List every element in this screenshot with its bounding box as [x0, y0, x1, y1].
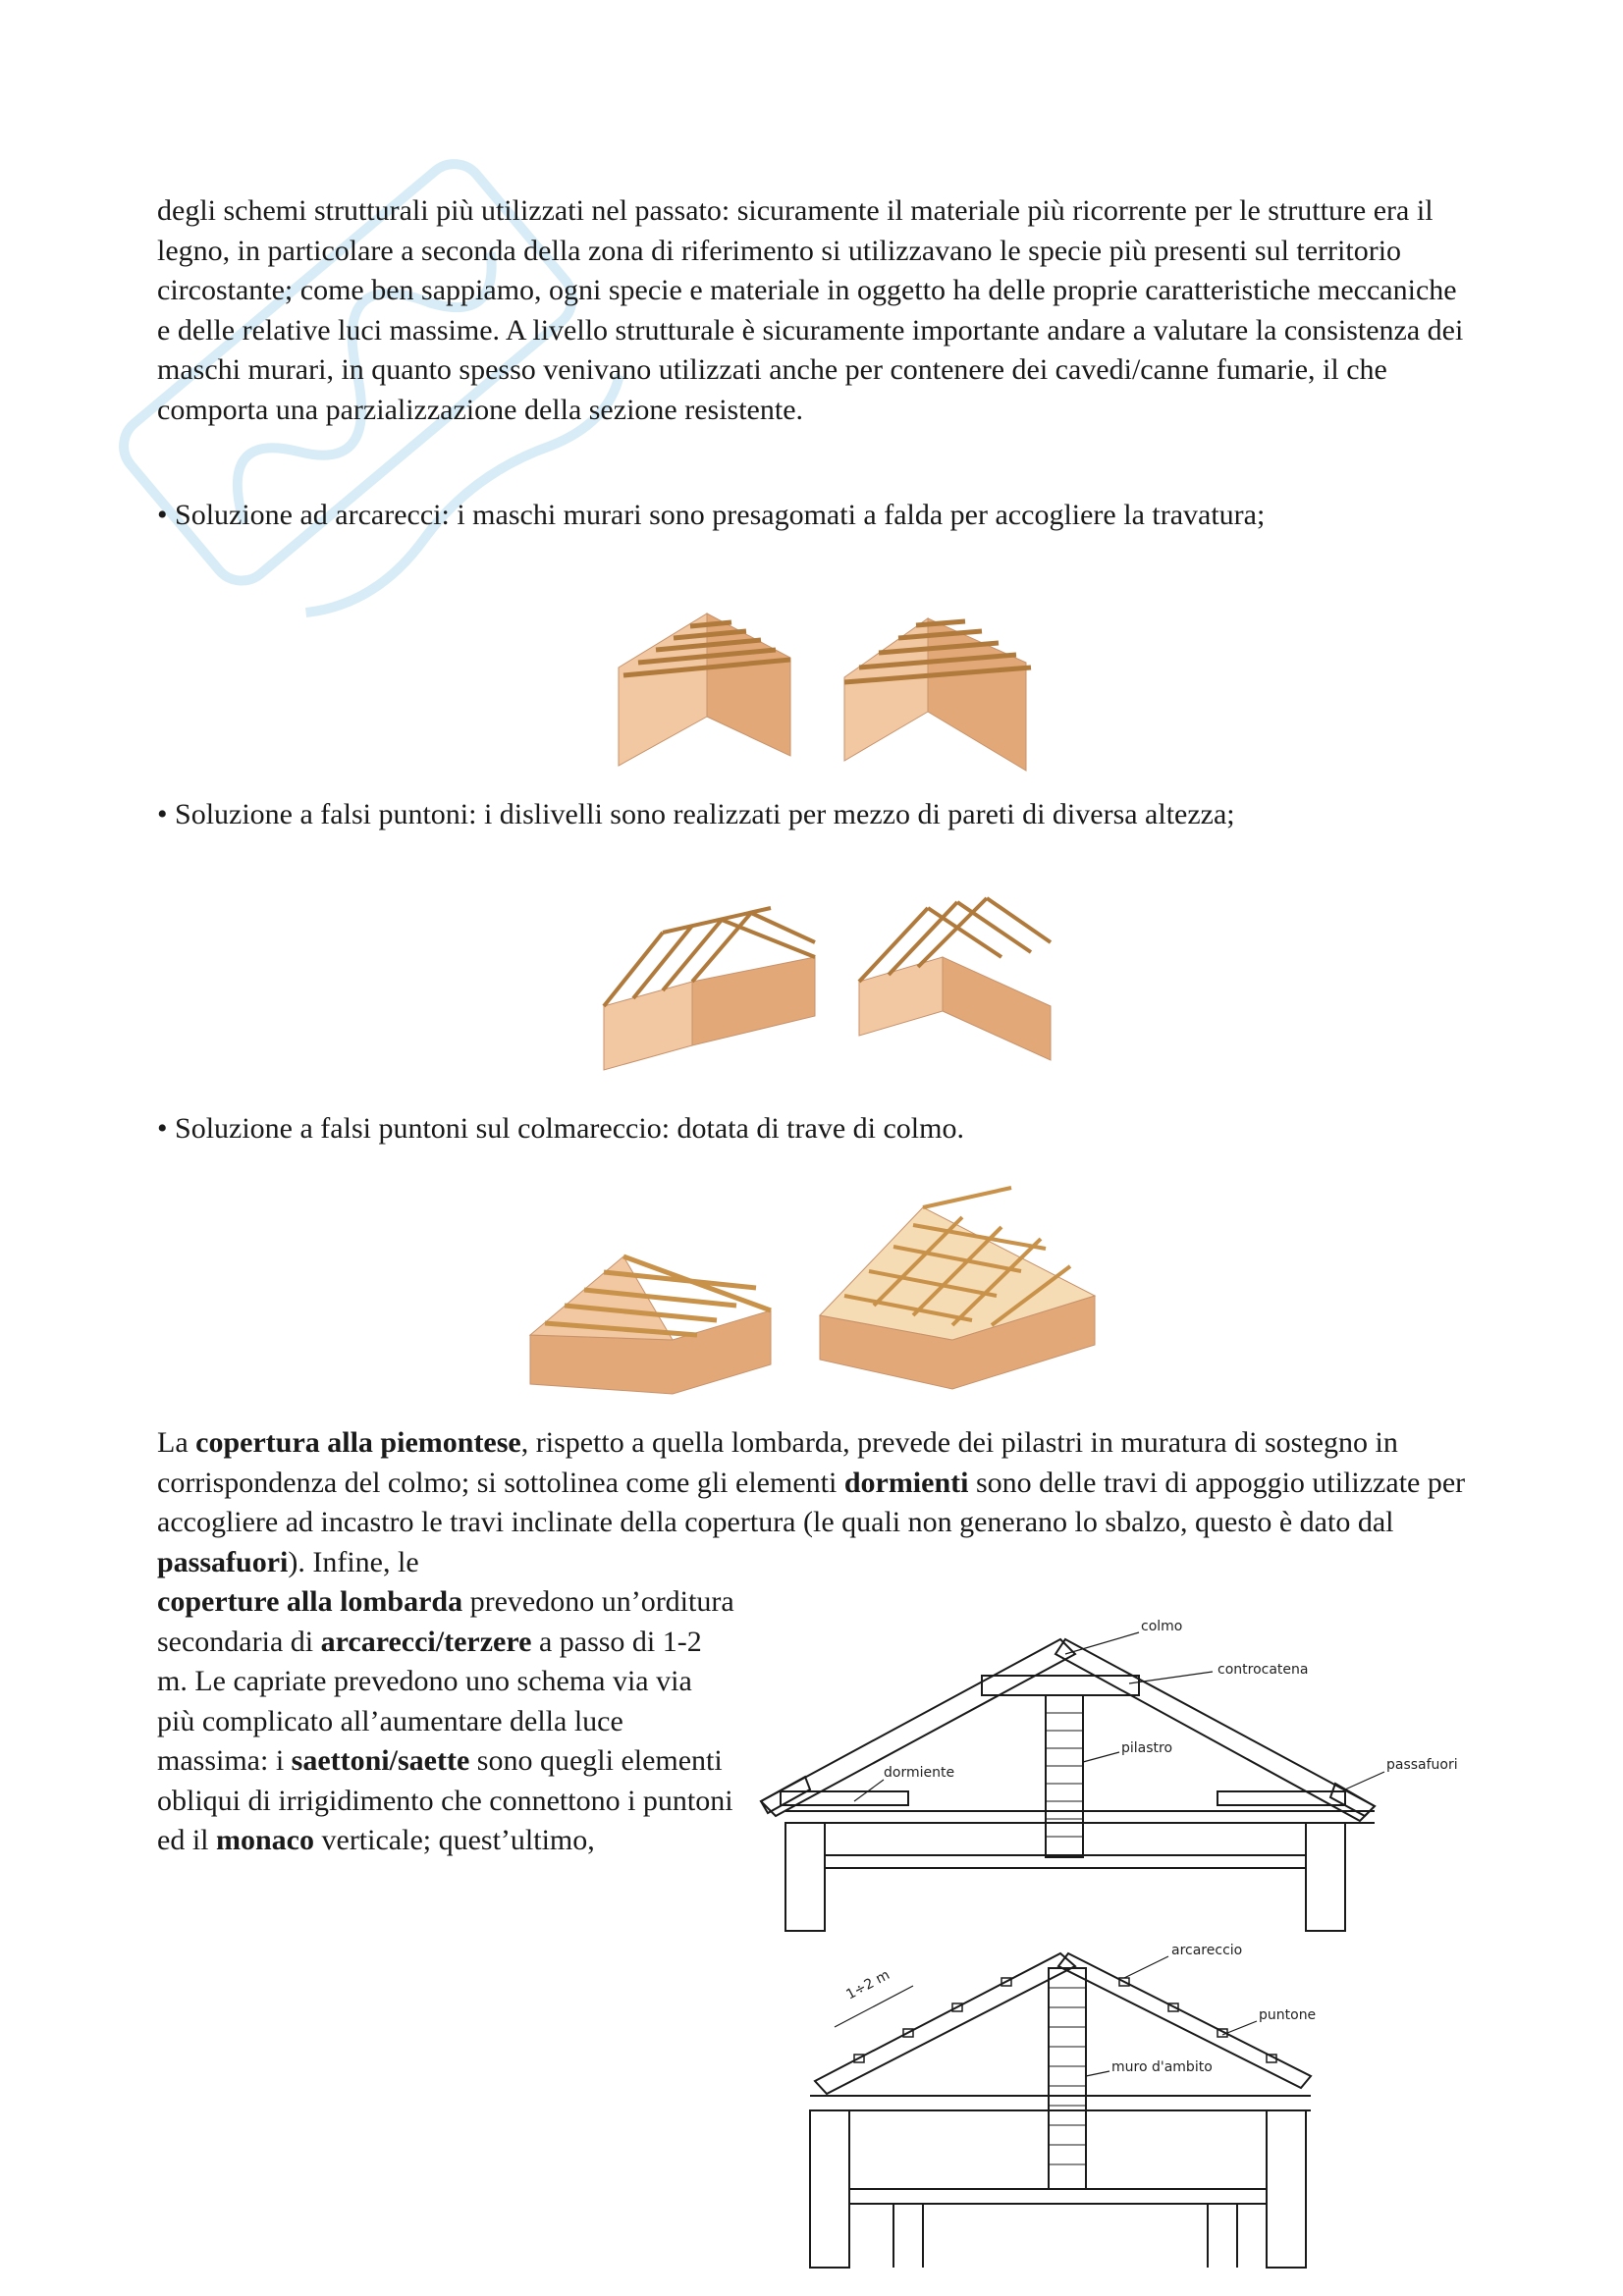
label-passafuori: passafuori — [1386, 1757, 1458, 1773]
figure-falsi-puntoni-left — [594, 898, 830, 1080]
text-run: La — [157, 1426, 196, 1459]
intro-paragraph: degli schemi strutturali più utilizzati nel passato: sicuramente il materiale più ricorrente per le strutture era il legno, in particolare a seconda della zona di riferimento si utilizzavano le specie più presenti sul territorio circostante; come ben sappiamo, ogni specie e materiale in oggetto ha delle proprie caratteristiche meccaniche e delle relative luci massime. A livello strutturale è sicuramente importante andare a valutare la consistenza dei maschi murari, in quanto spesso venivano utilizzati anche per contenere dei cavedi/canne fumarie, il che comporta una parzializzazione della sezione resistente. — [157, 194, 1464, 426]
term-copertura-piemontese: copertura alla piemontese — [195, 1426, 521, 1459]
text-run: sono quegli elementi obliqui di irrigidimento che connettono i puntoni ed il — [157, 1744, 733, 1856]
label-dormiente: dormiente — [884, 1765, 955, 1781]
label-passo: 1÷2 m — [843, 1967, 893, 2003]
diagram-piemontese-section — [746, 1615, 1492, 1939]
figure-colmareccio-right — [815, 1178, 1100, 1394]
label-pilastro: pilastro — [1121, 1740, 1173, 1756]
bullet-arcarecci: • Soluzione ad arcarecci: i maschi murari sono presagomati a falda per accogliere la travatura; — [157, 499, 1266, 531]
text-run: ). Infine, le — [288, 1545, 419, 1578]
text-run: , rispetto a quella lombarda, prevede dei pilastri in muratura di sostegno in corrispondenza del colmo; si sottolinea come gli elementi — [157, 1426, 1398, 1499]
term-passafuori: passafuori — [157, 1545, 289, 1578]
label-colmo: colmo — [1141, 1619, 1183, 1634]
label-controcatena: controcatena — [1217, 1662, 1309, 1678]
label-arcareccio: arcareccio — [1171, 1943, 1243, 1958]
figure-arcarecci-left — [599, 599, 810, 775]
figure-arcarecci-right — [830, 599, 1041, 775]
text-run: sono delle travi di appoggio utilizzate per accogliere ad incastro le travi inclinate della copertura (le quali non generano lo sbalzo, questo è dato dal — [157, 1466, 1466, 1538]
term-monaco: monaco — [216, 1824, 314, 1856]
bullet-falsi-puntoni: • Soluzione a falsi puntoni: i dislivelli sono realizzati per mezzo di pareti di diversa altezza; — [157, 798, 1235, 830]
lombarda-paragraph — [157, 1582, 736, 1861]
bullet-colmareccio: • Soluzione a falsi puntoni sul colmareccio: dotata di trave di colmo. — [157, 1112, 964, 1145]
label-muro-ambito: muro d'ambito — [1111, 2059, 1213, 2075]
text-run: a passo di 1-2 m. Le capriate prevedono uno schema via via più complicato all’aumentare della luce massima: i — [157, 1625, 702, 1777]
term-arcarecci-terzere: arcarecci/terzere — [320, 1625, 532, 1658]
term-saettoni-saette: saettoni/saette — [291, 1744, 470, 1777]
text-run: prevedono un’orditura secondaria di — [157, 1585, 734, 1658]
figure-falsi-puntoni-right — [844, 888, 1065, 1075]
diagram-lombarda-section — [795, 1939, 1434, 2282]
term-coperture-lombarda: coperture alla lombarda — [157, 1585, 463, 1618]
figure-colmareccio-left — [525, 1217, 781, 1399]
text-run: verticale; quest’ultimo, — [314, 1824, 595, 1856]
term-dormienti: dormienti — [843, 1466, 969, 1499]
piemontese-paragraph — [157, 1423, 1468, 1582]
label-puntone: puntone — [1259, 2007, 1317, 2023]
